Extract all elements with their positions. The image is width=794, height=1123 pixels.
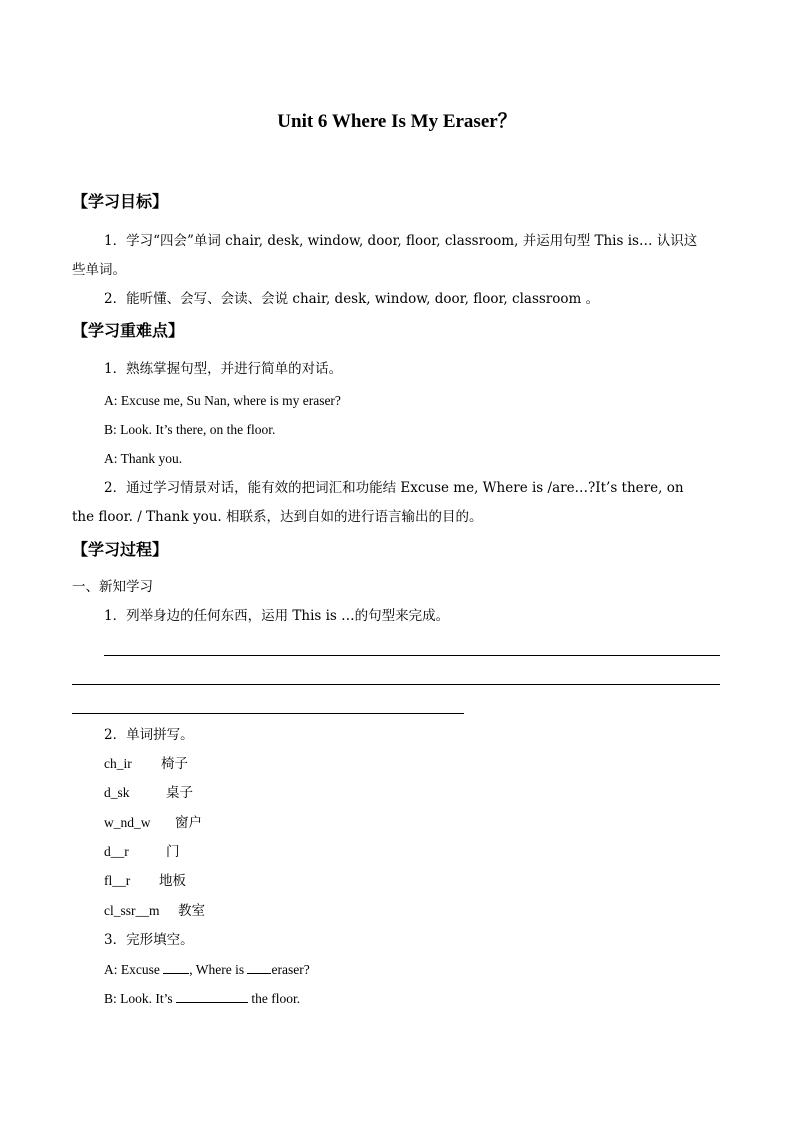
fill-text: the floor. bbox=[251, 991, 301, 1006]
fill-text: A: Excuse bbox=[104, 962, 160, 977]
answer-line-3[interactable] bbox=[72, 713, 464, 714]
key-point-item-1: 1．熟练掌握句型，并进行简单的对话。 bbox=[104, 361, 343, 377]
spelling-word: ch_ir bbox=[104, 756, 132, 771]
spelling-word: d_sk bbox=[104, 785, 130, 800]
spelling-word: fl__r bbox=[104, 873, 131, 888]
spelling-meaning: 地板 bbox=[159, 873, 186, 889]
spelling-word: cl_ssr__m bbox=[104, 903, 160, 918]
section-heading-process: 【学习过程】 bbox=[72, 540, 169, 559]
answer-line-2[interactable] bbox=[72, 684, 720, 685]
part-heading-new-knowledge: 一、新知学习 bbox=[72, 579, 153, 595]
fill-text: B: Look. It’s bbox=[104, 991, 173, 1006]
key-point-item-2-cont: the floor. / Thank you. 相联系，达到自如的进行语言输出的目的。 bbox=[72, 509, 483, 525]
fill-blank-line-2 bbox=[104, 990, 300, 1008]
objective-item-1-cont: 些单词。 bbox=[72, 262, 126, 278]
spelling-meaning: 教室 bbox=[178, 903, 205, 919]
question-3: 3．完形填空。 bbox=[104, 932, 194, 948]
fill-text: eraser? bbox=[271, 962, 310, 977]
key-point-item-2: 2．通过学习情景对话，能有效的把词汇和功能结 Excuse me, Where is /are…?It’s there, on bbox=[104, 480, 684, 496]
fill-blank[interactable] bbox=[176, 990, 248, 1003]
fill-text: , Where is bbox=[189, 962, 245, 977]
spelling-meaning: 桌子 bbox=[166, 785, 193, 801]
question-1: 1．列举身边的任何东西，运用 This is …的句型来完成。 bbox=[104, 608, 450, 624]
dialog-line-1: A: Excuse me, Su Nan, where is my eraser? bbox=[104, 393, 341, 408]
spelling-word: w_nd_w bbox=[104, 815, 151, 830]
fill-blank[interactable] bbox=[163, 961, 189, 974]
section-heading-objectives: 【学习目标】 bbox=[72, 192, 169, 211]
spelling-meaning: 门 bbox=[166, 844, 180, 860]
objective-item-2: 2．能听懂、会写、会读、会说 chair, desk, window, door, floor, classroom 。 bbox=[104, 291, 600, 307]
spelling-word: d__r bbox=[104, 844, 129, 859]
spelling-meaning: 椅子 bbox=[161, 756, 188, 772]
objective-item-1: 1．学习“四会”单词 chair, desk, window, door, floor, classroom, 并运用句型 This is… 认识这 bbox=[104, 233, 698, 249]
dialog-line-3: A: Thank you. bbox=[104, 451, 183, 466]
answer-line-1[interactable] bbox=[104, 655, 720, 656]
spelling-meaning: 窗户 bbox=[175, 815, 202, 831]
fill-blank[interactable] bbox=[247, 961, 271, 974]
dialog-line-2: B: Look. It’s there, on the floor. bbox=[104, 422, 276, 437]
page-title: Unit 6 Where Is My Eraser？ bbox=[277, 111, 517, 132]
section-heading-key-points: 【学习重难点】 bbox=[72, 321, 185, 340]
fill-blank-line-1 bbox=[104, 961, 310, 979]
question-2: 2．单词拼写。 bbox=[104, 727, 194, 743]
